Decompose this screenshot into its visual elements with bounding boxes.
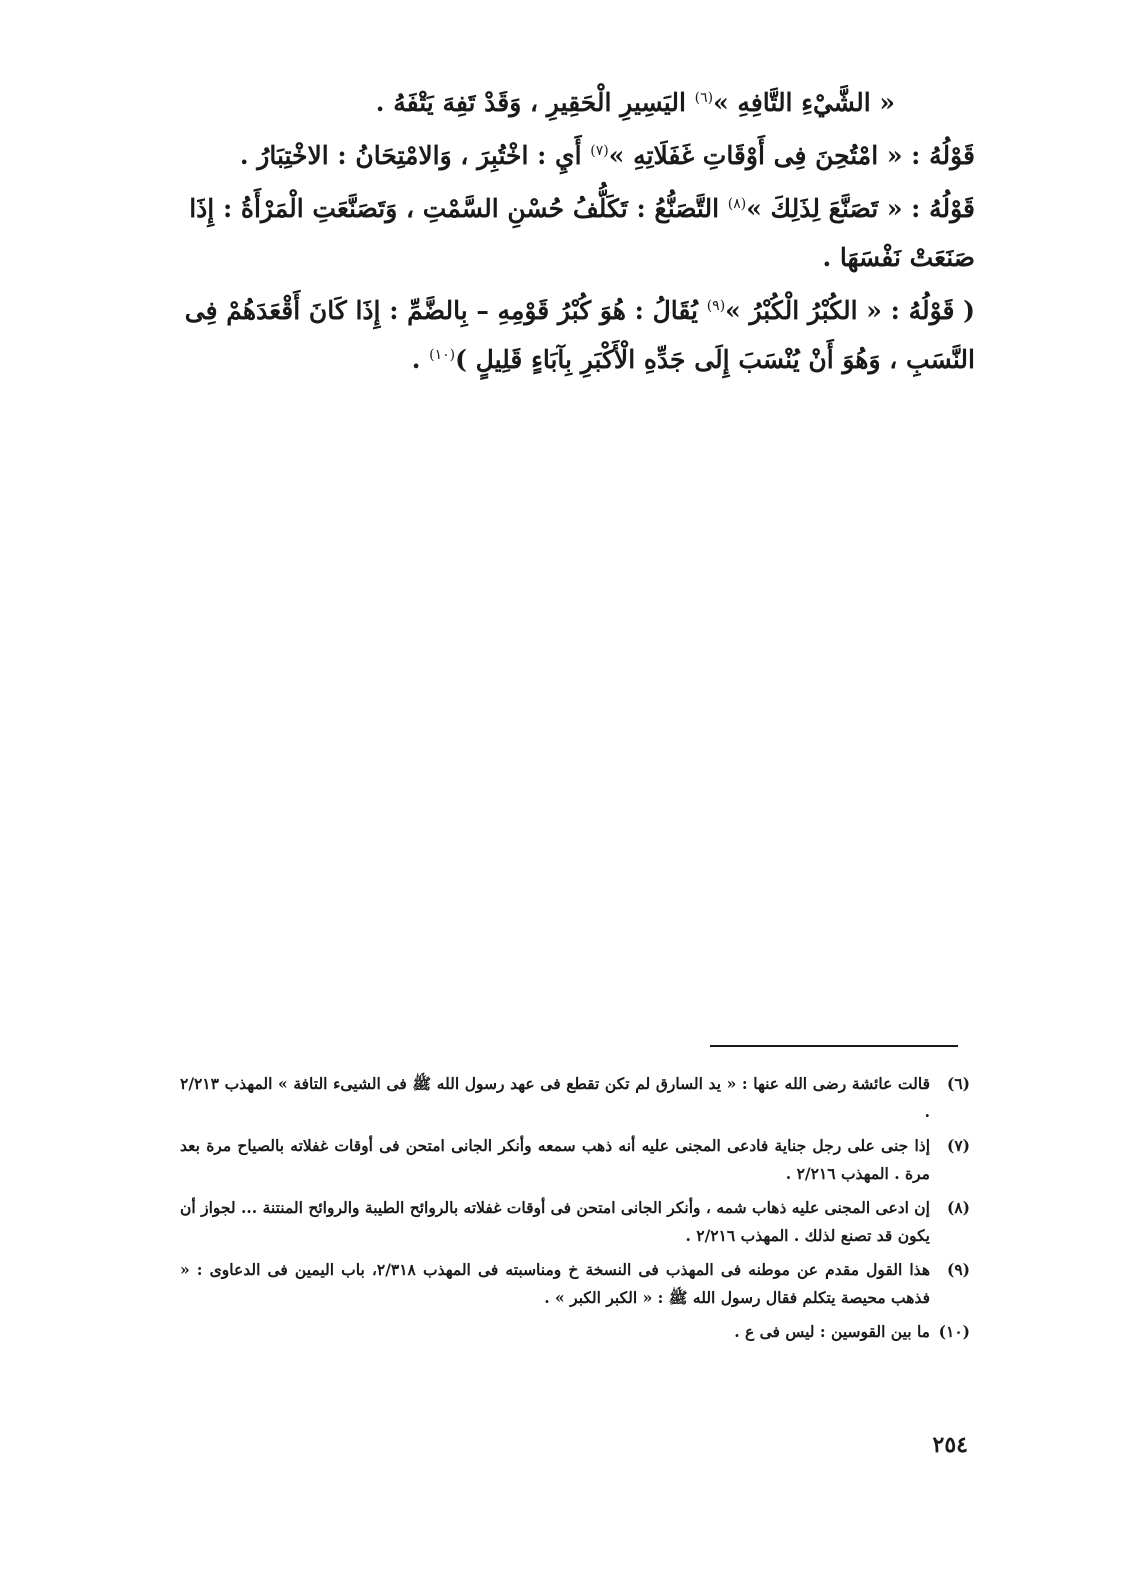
footnote-ref-8[interactable]: (٨) <box>727 196 747 212</box>
main-paragraph-1: « الشَّيْءِ التَّافِهِ »$^{(٦)}$ اليَسِيرِ الْحَقِيرِ ، وَقَدْ تَفِهَ يَتْفَهُ . <box>375 88 895 117</box>
footnote-ref-10[interactable]: (١٠) <box>429 347 456 363</box>
main-paragraph-2: قَوْلُهُ : « امْتُحِنَ فِى أَوْقَاتِ غَفَلَاتِهِ »$^{(٧)}$ أَيِ : اخْتُبِرَ ، وَالامْتِحَانُ : الاخْتِبَارُ . <box>239 141 975 170</box>
main-paragraph-3: قَوْلُهُ : « تَصَنَّعَ لِذَلِكَ »$^{(٨)}$ التَّصَنُّعُ : تَكَلُّفُ حُسْنِ السَّمْتِ ، وَتَصَنَّعَتِ الْمَرْأَةُ : إِذَا صَنَعَتْ نَفْسَهَا . <box>189 194 975 272</box>
main-paragraph-4: ( قَوْلُهُ : « الكُبْرُ الْكُبْرُ »$^{(٩)}$ يُقَالُ : هُوَ كُبْرُ قَوْمِهِ – بِالضَّمِّ : إِذَا كَانَ أَقْعَدَهُمْ فِى النَّسَبِ ، وَهُوَ أَنْ يُنْسَبَ إِلَى جَدِّهِ الْأَكْبَرِ بِآبَاءٍ قَلِيلٍ )$^{(١٠)}$ . <box>184 296 975 374</box>
footnote-number: (١٠) <box>938 1322 970 1341</box>
footnotes <box>180 1070 970 1352</box>
footnote-ref-7[interactable]: (٧) <box>590 143 609 159</box>
footnote-text: ما بين القوسين : ليس فى ع . <box>734 1322 930 1341</box>
footnote-number: (٩) <box>946 1260 970 1279</box>
footnote-ref-6[interactable]: (٦) <box>694 90 714 106</box>
page-number: ٢٥٤ <box>932 1432 968 1458</box>
footnote-text: إن ادعى المجنى عليه ذهاب شمه ، وأنكر الجانى امتحن فى أوقات غفلاته بالروائح الطيبة والروائح المنتنة ... لجواز أن يكون قد تصنع لذلك . المهذب ٢/٢١٦ . <box>180 1198 930 1245</box>
footnote-number: (٨) <box>946 1198 970 1217</box>
footnote-text: قالت عائشة رضى الله عنها : « يد السارق لم تكن تقطع فى عهد رسول الله ﷺ فى الشيىء التافة » المهذب ٢/٢١٣ . <box>180 1074 930 1121</box>
footnote-8 <box>180 1194 970 1250</box>
footnote-text: إذا جنى على رجل جناية فادعى المجنى عليه أنه ذهب سمعه وأنكر الجانى امتحن فى أوقات غفلاته بالصياح مرة بعد مرة . المهذب ٢/٢١٦ . <box>180 1136 930 1183</box>
footnote-7 <box>180 1132 970 1188</box>
footnote-separator <box>710 1045 958 1047</box>
footnote-9 <box>180 1256 970 1312</box>
footnote-10 <box>180 1318 970 1346</box>
footnote-number: (٦) <box>946 1074 970 1093</box>
footnote-number: (٧) <box>946 1136 970 1155</box>
footnote-text: هذا القول مقدم عن موطنه فى المهذب فى النسخة خ ومناسبته فى المهذب ٢/٣١٨، باب اليمين فى الدعاوى : « فذهب محيصة يتكلم فقال رسول الله ﷺ : « الكبر الكبر » . <box>180 1260 930 1307</box>
main-text <box>180 78 975 388</box>
footnote-6 <box>180 1070 970 1126</box>
footnote-ref-9[interactable]: (٩) <box>706 298 726 314</box>
